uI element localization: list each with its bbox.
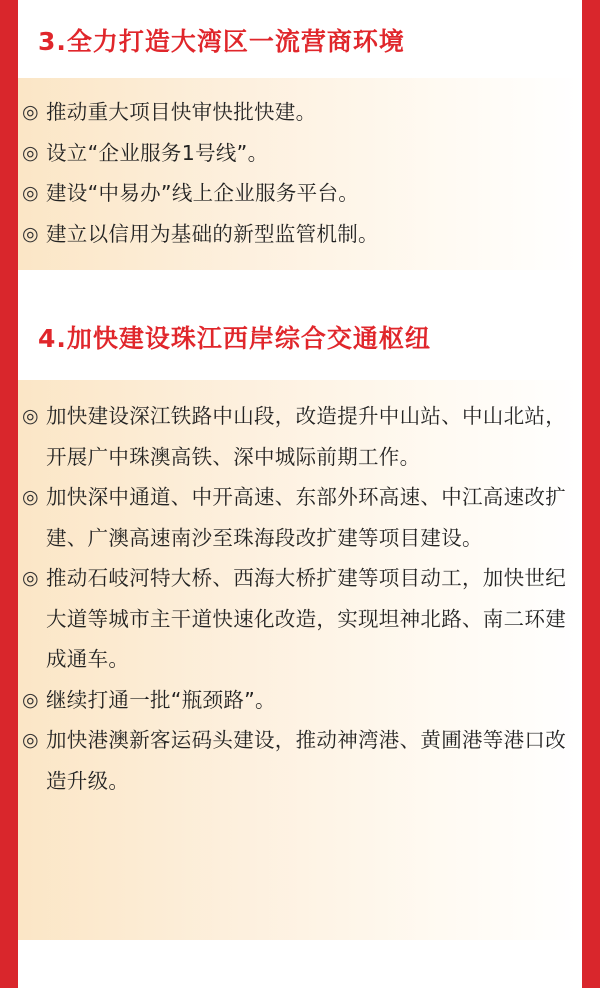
list-item-text: 加快深中通道、中开高速、东部外环高速、中江高速改扩建、广澳高速南沙至珠海段改扩建等项目建设。: [46, 485, 566, 550]
list-item-text: 建立以信用为基础的新型监管机制。: [46, 221, 379, 246]
list-item-text: 继续打通一批“瓶颈路”。: [46, 687, 276, 712]
circle-bullet-icon: ◎: [22, 182, 39, 204]
list-item-text: 加快建设深江铁路中山段，改造提升中山站、中山北站，开展广中珠澳高铁、深中城际前期工作。: [46, 404, 566, 469]
circle-bullet-icon: ◎: [22, 222, 39, 245]
list-item: [18, 558, 582, 680]
list-item-text: 推动石岐河特大桥、西海大桥扩建等项目动工，加快世纪大道等城市主干道快速化改造，实现坦神北路、南二环建成通车。: [46, 566, 566, 671]
list-item: [18, 720, 582, 801]
list-item: [18, 173, 582, 214]
list-item: [18, 477, 582, 558]
list-item-text: 建设“中易办”线上企业服务平台。: [46, 181, 360, 205]
circle-bullet-icon: ◎: [22, 688, 39, 711]
list-item: [18, 396, 582, 477]
list-item-text: 推动重大项目快审快批快建。: [46, 100, 317, 124]
section-list-3: [18, 78, 582, 254]
section-list-4: [18, 380, 582, 801]
circle-bullet-icon: ◎: [22, 567, 39, 589]
circle-bullet-icon: ◎: [22, 729, 39, 751]
content-panel: [18, 0, 582, 988]
list-item: [18, 133, 582, 174]
list-item-text: 设立“企业服务1号线”。: [46, 140, 269, 165]
circle-bullet-icon: ◎: [22, 101, 39, 123]
section-heading-3: 3.全力打造大湾区一流营商环境: [38, 27, 405, 56]
list-item: [18, 214, 582, 255]
list-item: [18, 92, 582, 133]
circle-bullet-icon: ◎: [22, 405, 39, 427]
list-item-text: 加快港澳新客运码头建设，推动神湾港、黄圃港等港口改造升级。: [46, 728, 566, 793]
circle-bullet-icon: ◎: [22, 486, 39, 508]
list-item: [18, 680, 582, 721]
section-box-3: [18, 78, 582, 270]
circle-bullet-icon: ◎: [22, 141, 39, 164]
section-box-4: [18, 380, 582, 940]
section-heading-4: 4.加快建设珠江西岸综合交通枢纽: [38, 324, 431, 353]
